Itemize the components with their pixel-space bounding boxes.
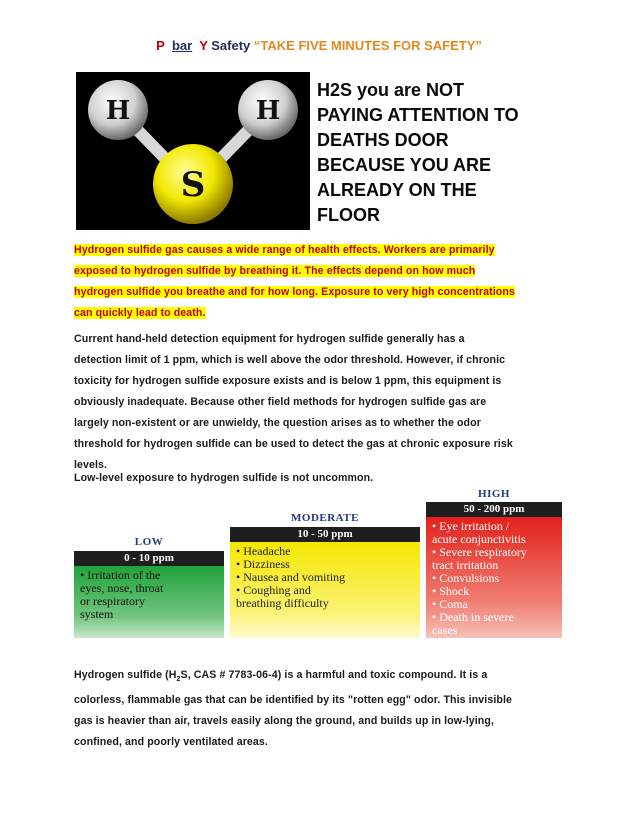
text-fragment: S, CAS # 7783-06-4) is a harmful and toxic compound. It is a xyxy=(180,669,488,681)
low-title: LOW xyxy=(134,536,164,548)
paragraph-line: largely non-existent or are unwieldy, the question arises as to whether the odor xyxy=(74,417,481,429)
headline-line: ALREADY ON THE xyxy=(317,180,477,200)
moderate-effect-item: • Dizziness xyxy=(236,557,290,571)
right-atom-label: H xyxy=(255,96,281,126)
moderate-effect-item: • Headache xyxy=(236,544,291,558)
paragraph-line: levels. xyxy=(74,459,108,471)
paragraph-line: toxicity for hydrogen sulfide exposure exists and is below 1 ppm, this equipment is xyxy=(74,375,502,387)
page-header xyxy=(0,38,638,53)
headline-line: FLOOR xyxy=(317,205,380,225)
moderate-effect-item: • Coughing and xyxy=(236,583,311,597)
low-effect-item: or respiratory xyxy=(80,594,145,608)
headline-line: H2S you are NOT xyxy=(317,80,465,100)
moderate-effects xyxy=(230,542,420,638)
exposure-levels-graphic xyxy=(74,488,564,638)
moderate-effect-item: breathing difficulty xyxy=(236,596,329,610)
paragraph-line: Current hand-held detection equipment for hydrogen sulfide generally has a xyxy=(74,333,465,345)
h2s-molecule-image xyxy=(76,72,310,230)
high-effect-item: • Death in severe xyxy=(432,610,514,624)
high-effect-item: tract irritation xyxy=(432,558,499,572)
moderate-effect-item: • Nausea and vomiting xyxy=(236,570,346,584)
paragraph-line xyxy=(74,669,488,684)
header-y: Y xyxy=(199,38,208,53)
low-level-paragraph: Low-level exposure to hydrogen sulfide is not uncommon. xyxy=(74,472,374,484)
paragraph-line: hydrogen sulfide you breathe and for how long. Exposure to very high concentrations xyxy=(74,286,515,298)
paragraph-line: gas is heavier than air, travels easily along the ground, and builds up in low-lying, xyxy=(74,715,494,728)
paragraph-line: confined, and poorly ventilated areas. xyxy=(74,736,268,749)
high-effect-item: • Severe respiratory xyxy=(432,545,527,559)
text-fragment: Hydrogen sulfide (H xyxy=(74,669,177,681)
highlighted-health-paragraph xyxy=(74,240,570,324)
moderate-title: MODERATE xyxy=(291,512,359,524)
paragraph-line: threshold for hydrogen sulfide can be used to detect the gas at chronic exposure risk xyxy=(74,438,513,450)
paragraph-line: can quickly lead to death. xyxy=(74,307,206,319)
high-effect-item: • Convulsions xyxy=(432,571,500,585)
low-effect-item: system xyxy=(80,607,114,621)
paragraph-line: obviously inadequate. Because other field methods for hydrogen sulfide gas are xyxy=(74,396,487,408)
high-effects xyxy=(426,517,562,638)
high-range: 50 - 200 ppm xyxy=(426,502,562,517)
low-effect-item: • Irritation of the xyxy=(80,568,161,582)
moderate-range: 10 - 50 ppm xyxy=(230,527,420,542)
low-range: 0 - 10 ppm xyxy=(74,551,224,566)
subscript-2: 2 xyxy=(176,676,181,684)
headline-line: BECAUSE YOU ARE xyxy=(317,155,492,175)
high-effect-item: • Eye irritation / xyxy=(432,519,510,533)
high-effect-item: cases xyxy=(432,623,458,637)
headline-line: PAYING ATTENTION TO xyxy=(317,105,519,125)
high-effect-item: acute conjunctivitis xyxy=(432,532,526,546)
left-atom-label: H xyxy=(105,96,131,126)
paragraph-line: detection limit of 1 ppm, which is well above the odor threshold. However, if chronic xyxy=(74,354,506,366)
paragraph-line: colorless, flammable gas that can be identified by its "rotten egg" odor. This invisible xyxy=(74,694,512,707)
high-effect-item: • Coma xyxy=(432,597,468,611)
low-effects xyxy=(74,566,224,638)
headline xyxy=(317,78,597,228)
center-atom-label: S xyxy=(180,165,206,205)
paragraph-line: exposed to hydrogen sulfide by breathing it. The effects depend on how much xyxy=(74,265,476,277)
header-bar: bar xyxy=(171,38,193,53)
paragraph-line: Hydrogen sulfide gas causes a wide range of health effects. Workers are primarily xyxy=(74,244,495,256)
h2s-description-paragraph xyxy=(74,665,570,753)
header-slogan: “TAKE FIVE MINUTES FOR SAFETY” xyxy=(253,38,482,53)
high-effect-item: • Shock xyxy=(432,584,470,598)
header-p: P xyxy=(156,38,165,53)
low-effect-item: eyes, nose, throat xyxy=(80,581,164,595)
header-safety: Safety xyxy=(211,38,251,53)
high-title: HIGH xyxy=(478,488,510,500)
headline-line: DEATHS DOOR xyxy=(317,130,449,150)
detection-paragraph xyxy=(74,329,570,476)
